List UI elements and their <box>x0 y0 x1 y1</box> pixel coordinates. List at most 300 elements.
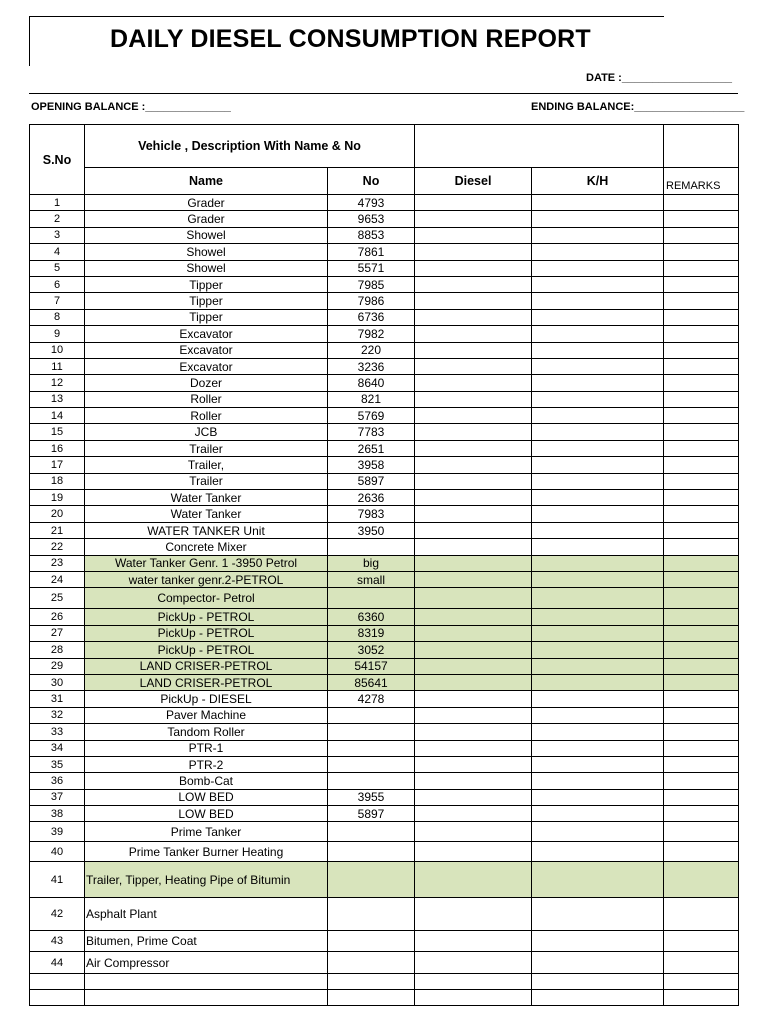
table-row <box>30 522 739 538</box>
diesel-cell <box>415 724 532 740</box>
vehicle-no-cell <box>328 773 415 789</box>
table-row <box>30 408 739 424</box>
vehicle-name-cell: Asphalt Plant <box>85 898 328 931</box>
remarks-cell <box>664 707 739 723</box>
vehicle-name-cell: PickUp - PETROL <box>85 642 328 658</box>
table-row <box>30 473 739 489</box>
kh-cell <box>532 642 664 658</box>
kh-cell <box>532 506 664 522</box>
table-row <box>30 625 739 641</box>
remarks-cell <box>664 342 739 358</box>
diesel-cell <box>415 276 532 292</box>
sno-cell: 20 <box>30 506 85 522</box>
sno-cell <box>30 990 85 1006</box>
vehicle-no-cell <box>328 740 415 756</box>
table-row <box>30 555 739 571</box>
remarks-cell <box>664 326 739 342</box>
kh-cell <box>532 931 664 952</box>
kh-cell <box>532 326 664 342</box>
diesel-cell <box>415 952 532 974</box>
table-row <box>30 707 739 723</box>
kh-cell <box>532 457 664 473</box>
diesel-cell <box>415 309 532 325</box>
diesel-cell <box>415 642 532 658</box>
vehicle-name-cell: Excavator <box>85 326 328 342</box>
remarks-cell <box>664 952 739 974</box>
sno-cell: 10 <box>30 342 85 358</box>
sno-cell: 27 <box>30 625 85 641</box>
sno-cell: 21 <box>30 522 85 538</box>
vehicle-no-cell: 8640 <box>328 375 415 391</box>
vehicle-no-cell <box>328 990 415 1006</box>
vehicle-name-cell: LAND CRISER-PETROL <box>85 658 328 674</box>
vehicle-no-cell: 2651 <box>328 440 415 456</box>
sno-cell: 36 <box>30 773 85 789</box>
table-row <box>30 952 739 974</box>
vehicle-no-cell <box>328 898 415 931</box>
kh-cell <box>532 588 664 609</box>
remarks-cell <box>664 211 739 227</box>
sno-cell: 35 <box>30 756 85 772</box>
vehicle-no-cell: 5769 <box>328 408 415 424</box>
kh-cell <box>532 211 664 227</box>
vehicle-name-cell: Bomb-Cat <box>85 773 328 789</box>
remarks-cell <box>664 822 739 842</box>
vehicle-no-cell <box>328 756 415 772</box>
table-row <box>30 326 739 342</box>
table-row <box>30 391 739 407</box>
remarks-cell <box>664 276 739 292</box>
sno-cell: 42 <box>30 898 85 931</box>
vehicle-no-cell: 821 <box>328 391 415 407</box>
remarks-cell <box>664 539 739 555</box>
diesel-cell <box>415 990 532 1006</box>
vehicle-name-cell: Paver Machine <box>85 707 328 723</box>
diesel-cell <box>415 555 532 571</box>
table-row <box>30 756 739 772</box>
vehicle-name-cell: Showel <box>85 227 328 243</box>
remarks-cell <box>664 990 739 1006</box>
remarks-cell <box>664 931 739 952</box>
diesel-cell <box>415 293 532 309</box>
diesel-cell <box>415 522 532 538</box>
vehicle-no-cell: 7982 <box>328 326 415 342</box>
remarks-cell <box>664 806 739 822</box>
vehicle-name-cell: Bitumen, Prime Coat <box>85 931 328 952</box>
kh-cell <box>532 342 664 358</box>
diesel-cell <box>415 358 532 374</box>
diesel-cell <box>415 740 532 756</box>
vehicle-no-cell: 7986 <box>328 293 415 309</box>
vehicle-no-cell: 5897 <box>328 473 415 489</box>
remarks-cell <box>664 756 739 772</box>
table-row <box>30 931 739 952</box>
kh-cell <box>532 539 664 555</box>
table-row <box>30 195 739 211</box>
sno-cell: 26 <box>30 609 85 625</box>
vehicle-no-cell <box>328 724 415 740</box>
diesel-cell <box>415 756 532 772</box>
kh-cell <box>532 309 664 325</box>
diesel-cell <box>415 244 532 260</box>
diesel-cell <box>415 806 532 822</box>
kh-cell <box>532 408 664 424</box>
sno-cell: 33 <box>30 724 85 740</box>
vehicle-no-cell <box>328 952 415 974</box>
table-row <box>30 691 739 707</box>
table-row <box>30 842 739 862</box>
remarks-cell <box>664 375 739 391</box>
remarks-cell <box>664 506 739 522</box>
sno-cell: 8 <box>30 309 85 325</box>
vehicle-name-cell <box>85 974 328 990</box>
table-row <box>30 571 739 587</box>
diesel-cell <box>415 391 532 407</box>
table-row <box>30 293 739 309</box>
vehicle-name-cell: PTR-2 <box>85 756 328 772</box>
header-blank-cell <box>664 125 739 168</box>
remarks-cell <box>664 555 739 571</box>
vehicle-name-cell: Concrete Mixer <box>85 539 328 555</box>
vehicle-no-cell <box>328 588 415 609</box>
sno-cell: 4 <box>30 244 85 260</box>
sno-cell: 11 <box>30 358 85 374</box>
remarks-cell <box>664 658 739 674</box>
kh-cell <box>532 691 664 707</box>
diesel-cell <box>415 822 532 842</box>
diesel-cell <box>415 424 532 440</box>
table-row <box>30 260 739 276</box>
sno-cell: 39 <box>30 822 85 842</box>
table-row <box>30 211 739 227</box>
diesel-cell <box>415 457 532 473</box>
kh-cell <box>532 773 664 789</box>
vehicle-no-cell: 4278 <box>328 691 415 707</box>
vehicle-no-cell: 7985 <box>328 276 415 292</box>
diesel-cell <box>415 326 532 342</box>
sno-cell: 7 <box>30 293 85 309</box>
sno-cell: 29 <box>30 658 85 674</box>
vehicle-no-cell <box>328 974 415 990</box>
vehicle-no-cell: 7983 <box>328 506 415 522</box>
kh-cell <box>532 440 664 456</box>
vehicle-name-cell <box>85 990 328 1006</box>
kh-cell <box>532 822 664 842</box>
table-row <box>30 740 739 756</box>
sno-cell: 13 <box>30 391 85 407</box>
diesel-header: Diesel <box>415 168 532 195</box>
diesel-cell <box>415 211 532 227</box>
sno-cell: 43 <box>30 931 85 952</box>
remarks-cell <box>664 571 739 587</box>
sno-cell: 19 <box>30 490 85 506</box>
kh-cell <box>532 571 664 587</box>
remarks-cell <box>664 391 739 407</box>
table-row <box>30 375 739 391</box>
sno-cell: 5 <box>30 260 85 276</box>
vehicle-no-cell: 6360 <box>328 609 415 625</box>
header-blank-cell <box>415 125 664 168</box>
remarks-cell <box>664 408 739 424</box>
vehicle-no-cell: 4793 <box>328 195 415 211</box>
sno-cell: 28 <box>30 642 85 658</box>
diesel-cell <box>415 490 532 506</box>
diesel-cell <box>415 506 532 522</box>
kh-cell <box>532 293 664 309</box>
sno-cell: 1 <box>30 195 85 211</box>
sno-cell: 44 <box>30 952 85 974</box>
remarks-cell <box>664 309 739 325</box>
kh-cell <box>532 674 664 690</box>
consumption-table <box>29 124 739 1006</box>
vehicle-no-cell: big <box>328 555 415 571</box>
kh-header: K/H <box>532 168 664 195</box>
name-header: Name <box>85 168 328 195</box>
remarks-cell <box>664 789 739 805</box>
table-row <box>30 789 739 805</box>
sno-cell: 17 <box>30 457 85 473</box>
vehicle-no-cell: small <box>328 571 415 587</box>
kh-cell <box>532 625 664 641</box>
kh-cell <box>532 195 664 211</box>
vehicle-no-cell <box>328 539 415 555</box>
remarks-cell <box>664 862 739 898</box>
table-row <box>30 309 739 325</box>
sno-cell: 22 <box>30 539 85 555</box>
vehicle-no-cell: 220 <box>328 342 415 358</box>
sno-cell: 9 <box>30 326 85 342</box>
table-row <box>30 674 739 690</box>
remarks-cell <box>664 490 739 506</box>
vehicle-name-cell: Roller <box>85 408 328 424</box>
diesel-cell <box>415 440 532 456</box>
remarks-cell <box>664 588 739 609</box>
kh-cell <box>532 522 664 538</box>
diesel-cell <box>415 625 532 641</box>
diesel-cell <box>415 842 532 862</box>
remarks-cell <box>664 293 739 309</box>
table-row <box>30 588 739 609</box>
vehicle-name-cell: Excavator <box>85 342 328 358</box>
sno-cell: 2 <box>30 211 85 227</box>
sno-cell: 41 <box>30 862 85 898</box>
sno-cell <box>30 974 85 990</box>
diesel-cell <box>415 375 532 391</box>
vehicle-no-cell: 3950 <box>328 522 415 538</box>
vehicle-no-cell <box>328 707 415 723</box>
sno-cell: 40 <box>30 842 85 862</box>
vehicle-name-cell: Grader <box>85 195 328 211</box>
diesel-cell <box>415 789 532 805</box>
vehicle-name-cell: Trailer, Tipper, Heating Pipe of Bitumin <box>85 862 328 898</box>
remarks-cell <box>664 358 739 374</box>
table-row <box>30 490 739 506</box>
diesel-cell <box>415 691 532 707</box>
vehicle-name-cell: water tanker genr.2-PETROL <box>85 571 328 587</box>
diesel-cell <box>415 931 532 952</box>
sno-cell: 23 <box>30 555 85 571</box>
table-row <box>30 244 739 260</box>
table-row <box>30 990 739 1006</box>
remarks-cell <box>664 625 739 641</box>
vehicle-no-cell: 7783 <box>328 424 415 440</box>
opening-balance-field: OPENING BALANCE :______________ <box>31 101 231 113</box>
vehicle-name-cell: PickUp - PETROL <box>85 625 328 641</box>
vehicle-name-cell: JCB <box>85 424 328 440</box>
vehicle-name-cell: Roller <box>85 391 328 407</box>
kh-cell <box>532 952 664 974</box>
table-row <box>30 457 739 473</box>
vehicle-name-cell: LOW BED <box>85 789 328 805</box>
remarks-cell <box>664 260 739 276</box>
kh-cell <box>532 740 664 756</box>
table-row <box>30 724 739 740</box>
remarks-cell <box>664 522 739 538</box>
sno-cell: 12 <box>30 375 85 391</box>
kh-cell <box>532 555 664 571</box>
remarks-cell <box>664 195 739 211</box>
diesel-cell <box>415 974 532 990</box>
table-row <box>30 658 739 674</box>
vehicle-name-cell: Prime Tanker Burner Heating <box>85 842 328 862</box>
sno-cell: 31 <box>30 691 85 707</box>
remarks-cell <box>664 674 739 690</box>
table-row <box>30 898 739 931</box>
remarks-cell <box>664 642 739 658</box>
sno-header: S.No <box>30 125 85 195</box>
table-row <box>30 609 739 625</box>
table-row <box>30 506 739 522</box>
sno-cell: 18 <box>30 473 85 489</box>
vehicle-no-cell: 5571 <box>328 260 415 276</box>
vehicle-name-cell: PTR-1 <box>85 740 328 756</box>
sno-cell: 34 <box>30 740 85 756</box>
kh-cell <box>532 244 664 260</box>
diesel-cell <box>415 342 532 358</box>
diesel-cell <box>415 571 532 587</box>
diesel-cell <box>415 862 532 898</box>
vehicle-name-cell: PickUp - PETROL <box>85 609 328 625</box>
vehicle-no-cell: 6736 <box>328 309 415 325</box>
remarks-cell <box>664 473 739 489</box>
remarks-cell <box>664 724 739 740</box>
remarks-cell <box>664 440 739 456</box>
vehicle-no-cell: 3236 <box>328 358 415 374</box>
sno-cell: 16 <box>30 440 85 456</box>
sno-cell: 32 <box>30 707 85 723</box>
vehicle-no-cell: 7861 <box>328 244 415 260</box>
vehicle-description-header: Vehicle , Description With Name & No <box>85 125 415 168</box>
remarks-cell <box>664 457 739 473</box>
sno-cell: 3 <box>30 227 85 243</box>
kh-cell <box>532 806 664 822</box>
remarks-cell <box>664 974 739 990</box>
table-row <box>30 227 739 243</box>
vehicle-no-cell: 8853 <box>328 227 415 243</box>
ending-balance-field: ENDING BALANCE:__________________ <box>531 101 745 113</box>
kh-cell <box>532 756 664 772</box>
sno-cell: 6 <box>30 276 85 292</box>
diesel-cell <box>415 227 532 243</box>
diesel-cell <box>415 898 532 931</box>
diesel-cell <box>415 658 532 674</box>
table-row <box>30 862 739 898</box>
kh-cell <box>532 658 664 674</box>
vehicle-name-cell: Water Tanker <box>85 506 328 522</box>
sno-cell: 15 <box>30 424 85 440</box>
kh-cell <box>532 473 664 489</box>
table-row <box>30 276 739 292</box>
vehicle-no-cell: 2636 <box>328 490 415 506</box>
vehicle-no-cell: 3955 <box>328 789 415 805</box>
diesel-cell <box>415 473 532 489</box>
vehicle-name-cell: Prime Tanker <box>85 822 328 842</box>
table-row <box>30 539 739 555</box>
diesel-cell <box>415 195 532 211</box>
diesel-cell <box>415 773 532 789</box>
remarks-cell <box>664 227 739 243</box>
vehicle-name-cell: Compector- Petrol <box>85 588 328 609</box>
kh-cell <box>532 898 664 931</box>
diesel-cell <box>415 674 532 690</box>
vehicle-name-cell: Trailer, <box>85 457 328 473</box>
vehicle-name-cell: WATER TANKER Unit <box>85 522 328 538</box>
table-row <box>30 642 739 658</box>
sno-cell: 30 <box>30 674 85 690</box>
vehicle-name-cell: Tandom Roller <box>85 724 328 740</box>
remarks-cell <box>664 740 739 756</box>
remarks-cell <box>664 773 739 789</box>
vehicle-name-cell: Water Tanker Genr. 1 -3950 Petrol <box>85 555 328 571</box>
vehicle-no-cell: 3958 <box>328 457 415 473</box>
table-row <box>30 358 739 374</box>
kh-cell <box>532 358 664 374</box>
remarks-cell <box>664 842 739 862</box>
kh-cell <box>532 974 664 990</box>
vehicle-name-cell: Trailer <box>85 473 328 489</box>
vehicle-name-cell: Dozer <box>85 375 328 391</box>
vehicle-no-cell <box>328 931 415 952</box>
table-row <box>30 806 739 822</box>
table-row <box>30 424 739 440</box>
vehicle-name-cell: Tipper <box>85 293 328 309</box>
vehicle-name-cell: PickUp - DIESEL <box>85 691 328 707</box>
vehicle-no-cell: 54157 <box>328 658 415 674</box>
divider <box>29 93 738 94</box>
vehicle-name-cell: Tipper <box>85 309 328 325</box>
vehicle-name-cell: Showel <box>85 260 328 276</box>
kh-cell <box>532 391 664 407</box>
vehicle-no-cell <box>328 842 415 862</box>
no-header: No <box>328 168 415 195</box>
diesel-cell <box>415 408 532 424</box>
kh-cell <box>532 276 664 292</box>
diesel-cell <box>415 609 532 625</box>
vehicle-no-cell: 5897 <box>328 806 415 822</box>
sno-cell: 37 <box>30 789 85 805</box>
vehicle-no-cell: 85641 <box>328 674 415 690</box>
diesel-cell <box>415 260 532 276</box>
vehicle-name-cell: Trailer <box>85 440 328 456</box>
remarks-cell <box>664 898 739 931</box>
vehicle-no-cell: 9653 <box>328 211 415 227</box>
remarks-cell <box>664 691 739 707</box>
table-row <box>30 822 739 842</box>
kh-cell <box>532 424 664 440</box>
vehicle-no-cell <box>328 862 415 898</box>
kh-cell <box>532 990 664 1006</box>
vehicle-name-cell: Air Compressor <box>85 952 328 974</box>
